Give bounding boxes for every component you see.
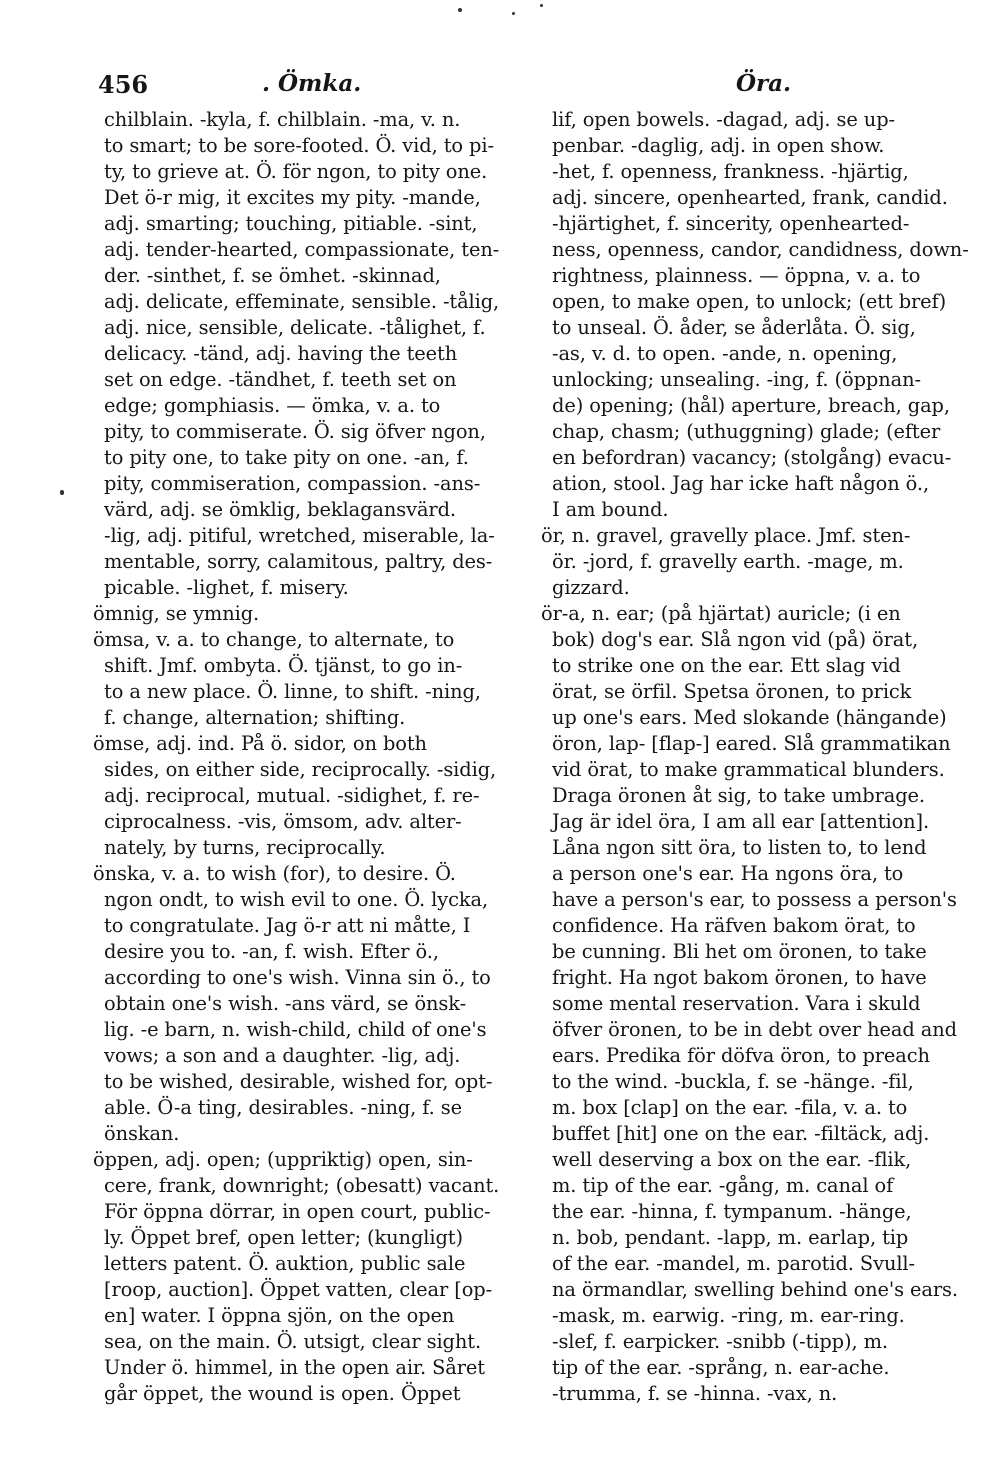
text-line: to congratulate. Jag ö-r att ni måtte, I: [104, 914, 471, 937]
text-line: ciprocalness. -vis, ömsom, adv. alter-: [104, 810, 462, 833]
text-line: [roop, auction]. Öppet vatten, clear [op-: [104, 1278, 493, 1301]
text-line: to unseal. Ö. åder, se åderlåta. Ö. sig,: [552, 316, 916, 339]
text-line: vows; a son and a daughter. -lig, adj.: [104, 1044, 461, 1067]
text-line: -het, f. openness, frankness. -hjärtig,: [552, 160, 909, 183]
text-line: the ear. -hinna, f. tympanum. -hänge,: [552, 1200, 912, 1223]
text-line: picable. -lighet, f. misery.: [104, 576, 349, 599]
text-line: sea, on the main. Ö. utsigt, clear sight.: [104, 1330, 482, 1353]
text-line: penbar. -daglig, adj. in open show.: [552, 134, 885, 157]
text-line: chap, chasm; (uthuggning) glade; (efter: [552, 420, 941, 443]
text-line: örat, se örfil. Spetsa öronen, to prick: [552, 680, 912, 703]
text-line: ty, to grieve at. Ö. för ngon, to pity one.: [104, 160, 488, 183]
text-line: I am bound.: [552, 498, 669, 521]
text-line: m. tip of the ear. -gång, m. canal of: [552, 1174, 894, 1197]
text-line: have a person's ear, to possess a person's: [552, 888, 957, 911]
text-line: n. bob, pendant. -lapp, m. earlap, tip: [552, 1226, 909, 1249]
text-line: letters patent. Ö. auktion, public sale: [104, 1252, 466, 1275]
text-line: a person one's ear. Ha ngons öra, to: [552, 862, 904, 885]
text-line: nately, by turns, reciprocally.: [104, 836, 386, 859]
text-line: some mental reservation. Vara i skuld: [552, 992, 921, 1015]
text-line: delicacy. -tänd, adj. having the teeth: [104, 342, 458, 365]
text-line: be cunning. Bli het om öronen, to take: [552, 940, 927, 963]
text-line: ness, openness, candor, candidness, down-: [552, 238, 969, 261]
text-line: önskan.: [104, 1122, 180, 1145]
text-line: öron, lap- [flap-] eared. Slå grammatikan: [552, 732, 951, 755]
entry-headword-line: ömnig, se ymnig.: [93, 602, 260, 625]
text-line: sides, on either side, reciprocally. -sidig,: [104, 758, 497, 781]
text-line: ly. Öppet bref, open letter; (kungligt): [104, 1226, 463, 1249]
text-line: well deserving a box on the ear. -flik,: [552, 1148, 912, 1171]
text-line: ation, stool. Jag har icke haft någon ö.,: [552, 472, 930, 495]
text-line: adj. reciprocal, mutual. -sidighet, f. re-: [104, 784, 480, 807]
text-line: m. box [clap] on the ear. -fila, v. a. to: [552, 1096, 908, 1119]
entry-headword-line: ömse, adj. ind. På ö. sidor, on both: [93, 732, 427, 755]
print-speck: [60, 490, 64, 495]
page-header: [0, 62, 1000, 102]
text-line: up one's ears. Med slokande (hängande): [552, 706, 947, 729]
text-line: bok) dog's ear. Slå ngon vid (på) örat,: [552, 628, 919, 651]
text-line: lif, open bowels. -dagad, adj. se up-: [552, 108, 895, 131]
text-line: de) opening; (hål) aperture, breach, gap,: [552, 394, 950, 417]
text-line: Det ö-r mig, it excites my pity. -mande,: [104, 186, 481, 209]
text-line: adj. nice, sensible, delicate. -tålighet, f.: [104, 316, 486, 339]
text-line: fright. Ha ngot bakom öronen, to have: [552, 966, 927, 989]
text-line: of the ear. -mandel, m. parotid. Svull-: [552, 1252, 915, 1275]
text-line: f. change, alternation; shifting.: [104, 706, 406, 729]
text-line: Låna ngon sitt öra, to listen to, to lend: [552, 836, 927, 859]
print-speck: [540, 4, 543, 7]
text-line: ngon ondt, to wish evil to one. Ö. lycka,: [104, 888, 489, 911]
text-line: en] water. I öppna sjön, on the open: [104, 1304, 455, 1327]
text-line: pity, to commiserate. Ö. sig öfver ngon,: [104, 420, 486, 443]
print-speck: [512, 12, 515, 15]
left-running-headword: . Ömka.: [262, 70, 362, 97]
text-line: -lig, adj. pitiful, wretched, miserable, la-: [104, 524, 495, 547]
text-line: confidence. Ha räfven bakom örat, to: [552, 914, 916, 937]
text-line: adj. tender-hearted, compassionate, ten-: [104, 238, 500, 261]
page-number: 456: [98, 70, 149, 99]
text-line: Jag är idel öra, I am all ear [attention].: [552, 810, 930, 833]
text-line: pity, commiseration, compassion. -ans-: [104, 472, 481, 495]
text-line: -mask, m. earwig. -ring, m. ear-ring.: [552, 1304, 905, 1327]
right-running-headword: Öra.: [736, 70, 792, 97]
text-line: -slef, f. earpicker. -snibb (-tipp), m.: [552, 1330, 888, 1353]
text-line: to strike one on the ear. Ett slag vid: [552, 654, 901, 677]
text-line: -hjärtighet, f. sincerity, openhearted-: [552, 212, 910, 235]
text-line: går öppet, the wound is open. Öppet: [104, 1382, 461, 1405]
text-line: open, to make open, to unlock; (ett bref): [552, 290, 947, 313]
entry-headword-line: ömsa, v. a. to change, to alternate, to: [93, 628, 455, 651]
text-line: värd, adj. se ömklig, beklagansvärd.: [104, 498, 456, 521]
left-column: [93, 107, 526, 1407]
text-line: to a new place. Ö. linne, to shift. -ning,: [104, 680, 481, 703]
text-line: Draga öronen åt sig, to take umbrage.: [552, 784, 925, 807]
text-line: vid örat, to make grammatical blunders.: [552, 758, 945, 781]
text-line: according to one's wish. Vinna sin ö., to: [104, 966, 491, 989]
text-line: to the wind. -buckla, f. se -hänge. -fil,: [552, 1070, 914, 1093]
text-line: shift. Jmf. ombyta. Ö. tjänst, to go in-: [104, 654, 463, 677]
text-line: desire you to. -an, f. wish. Efter ö.,: [104, 940, 439, 963]
text-line: adj. delicate, effeminate, sensible. -tålig,: [104, 290, 500, 313]
text-line: mentable, sorry, calamitous, paltry, des-: [104, 550, 493, 573]
text-line: öfver öronen, to be in debt over head and: [552, 1018, 957, 1041]
entry-headword-line: ör, n. gravel, gravelly place. Jmf. sten-: [541, 524, 911, 547]
text-line: cere, frank, downright; (obesatt) vacant.: [104, 1174, 500, 1197]
text-line: -trumma, f. se -hinna. -vax, n.: [552, 1382, 838, 1405]
text-line: set on edge. -tändhet, f. teeth set on: [104, 368, 457, 391]
text-line: unlocking; unsealing. -ing, f. (öppnan-: [552, 368, 921, 391]
text-line: rightness, plainness. — öppna, v. a. to: [552, 264, 921, 287]
text-line: edge; gomphiasis. — ömka, v. a. to: [104, 394, 441, 417]
text-line: ears. Predika för döfva öron, to preach: [552, 1044, 930, 1067]
text-line: na örmandlar, swelling behind one's ears.: [552, 1278, 958, 1301]
entry-headword-line: ör-a, n. ear; (på hjärtat) auricle; (i en: [541, 602, 901, 625]
text-line: chilblain. -kyla, f. chilblain. -ma, v. n.: [104, 108, 461, 131]
entry-headword-line: önska, v. a. to wish (for), to desire. Ö.: [93, 862, 456, 885]
text-line: to be wished, desirable, wished for, opt-: [104, 1070, 493, 1093]
text-line: able. Ö-a ting, desirables. -ning, f. se: [104, 1096, 463, 1119]
text-line: der. -sinthet, f. se ömhet. -skinnad,: [104, 264, 441, 287]
text-line: to smart; to be sore-footed. Ö. vid, to pi-: [104, 134, 494, 157]
text-line: adj. smarting; touching, pitiable. -sint,: [104, 212, 478, 235]
text-line: to pity one, to take pity on one. -an, f.: [104, 446, 469, 469]
text-line: ör. -jord, f. gravelly earth. -mage, m.: [552, 550, 904, 573]
text-line: en befordran) vacancy; (stolgång) evacu-: [552, 446, 952, 469]
print-speck: [458, 8, 462, 12]
text-line: obtain one's wish. -ans värd, se önsk-: [104, 992, 467, 1015]
text-line: Under ö. himmel, in the open air. Såret: [104, 1356, 485, 1379]
text-line: lig. -e barn, n. wish-child, child of one's: [104, 1018, 487, 1041]
text-line: buffet [hit] one on the ear. -filtäck, adj.: [552, 1122, 930, 1145]
entry-headword-line: öppen, adj. open; (uppriktig) open, sin-: [93, 1148, 473, 1171]
text-line: -as, v. d. to open. -ande, n. opening,: [552, 342, 898, 365]
text-line: gizzard.: [552, 576, 630, 599]
text-line: adj. sincere, openhearted, frank, candid.: [552, 186, 948, 209]
text-line: För öppna dörrar, in open court, public-: [104, 1200, 491, 1223]
text-line: tip of the ear. -språng, n. ear-ache.: [552, 1356, 890, 1379]
right-column: [541, 107, 970, 1407]
